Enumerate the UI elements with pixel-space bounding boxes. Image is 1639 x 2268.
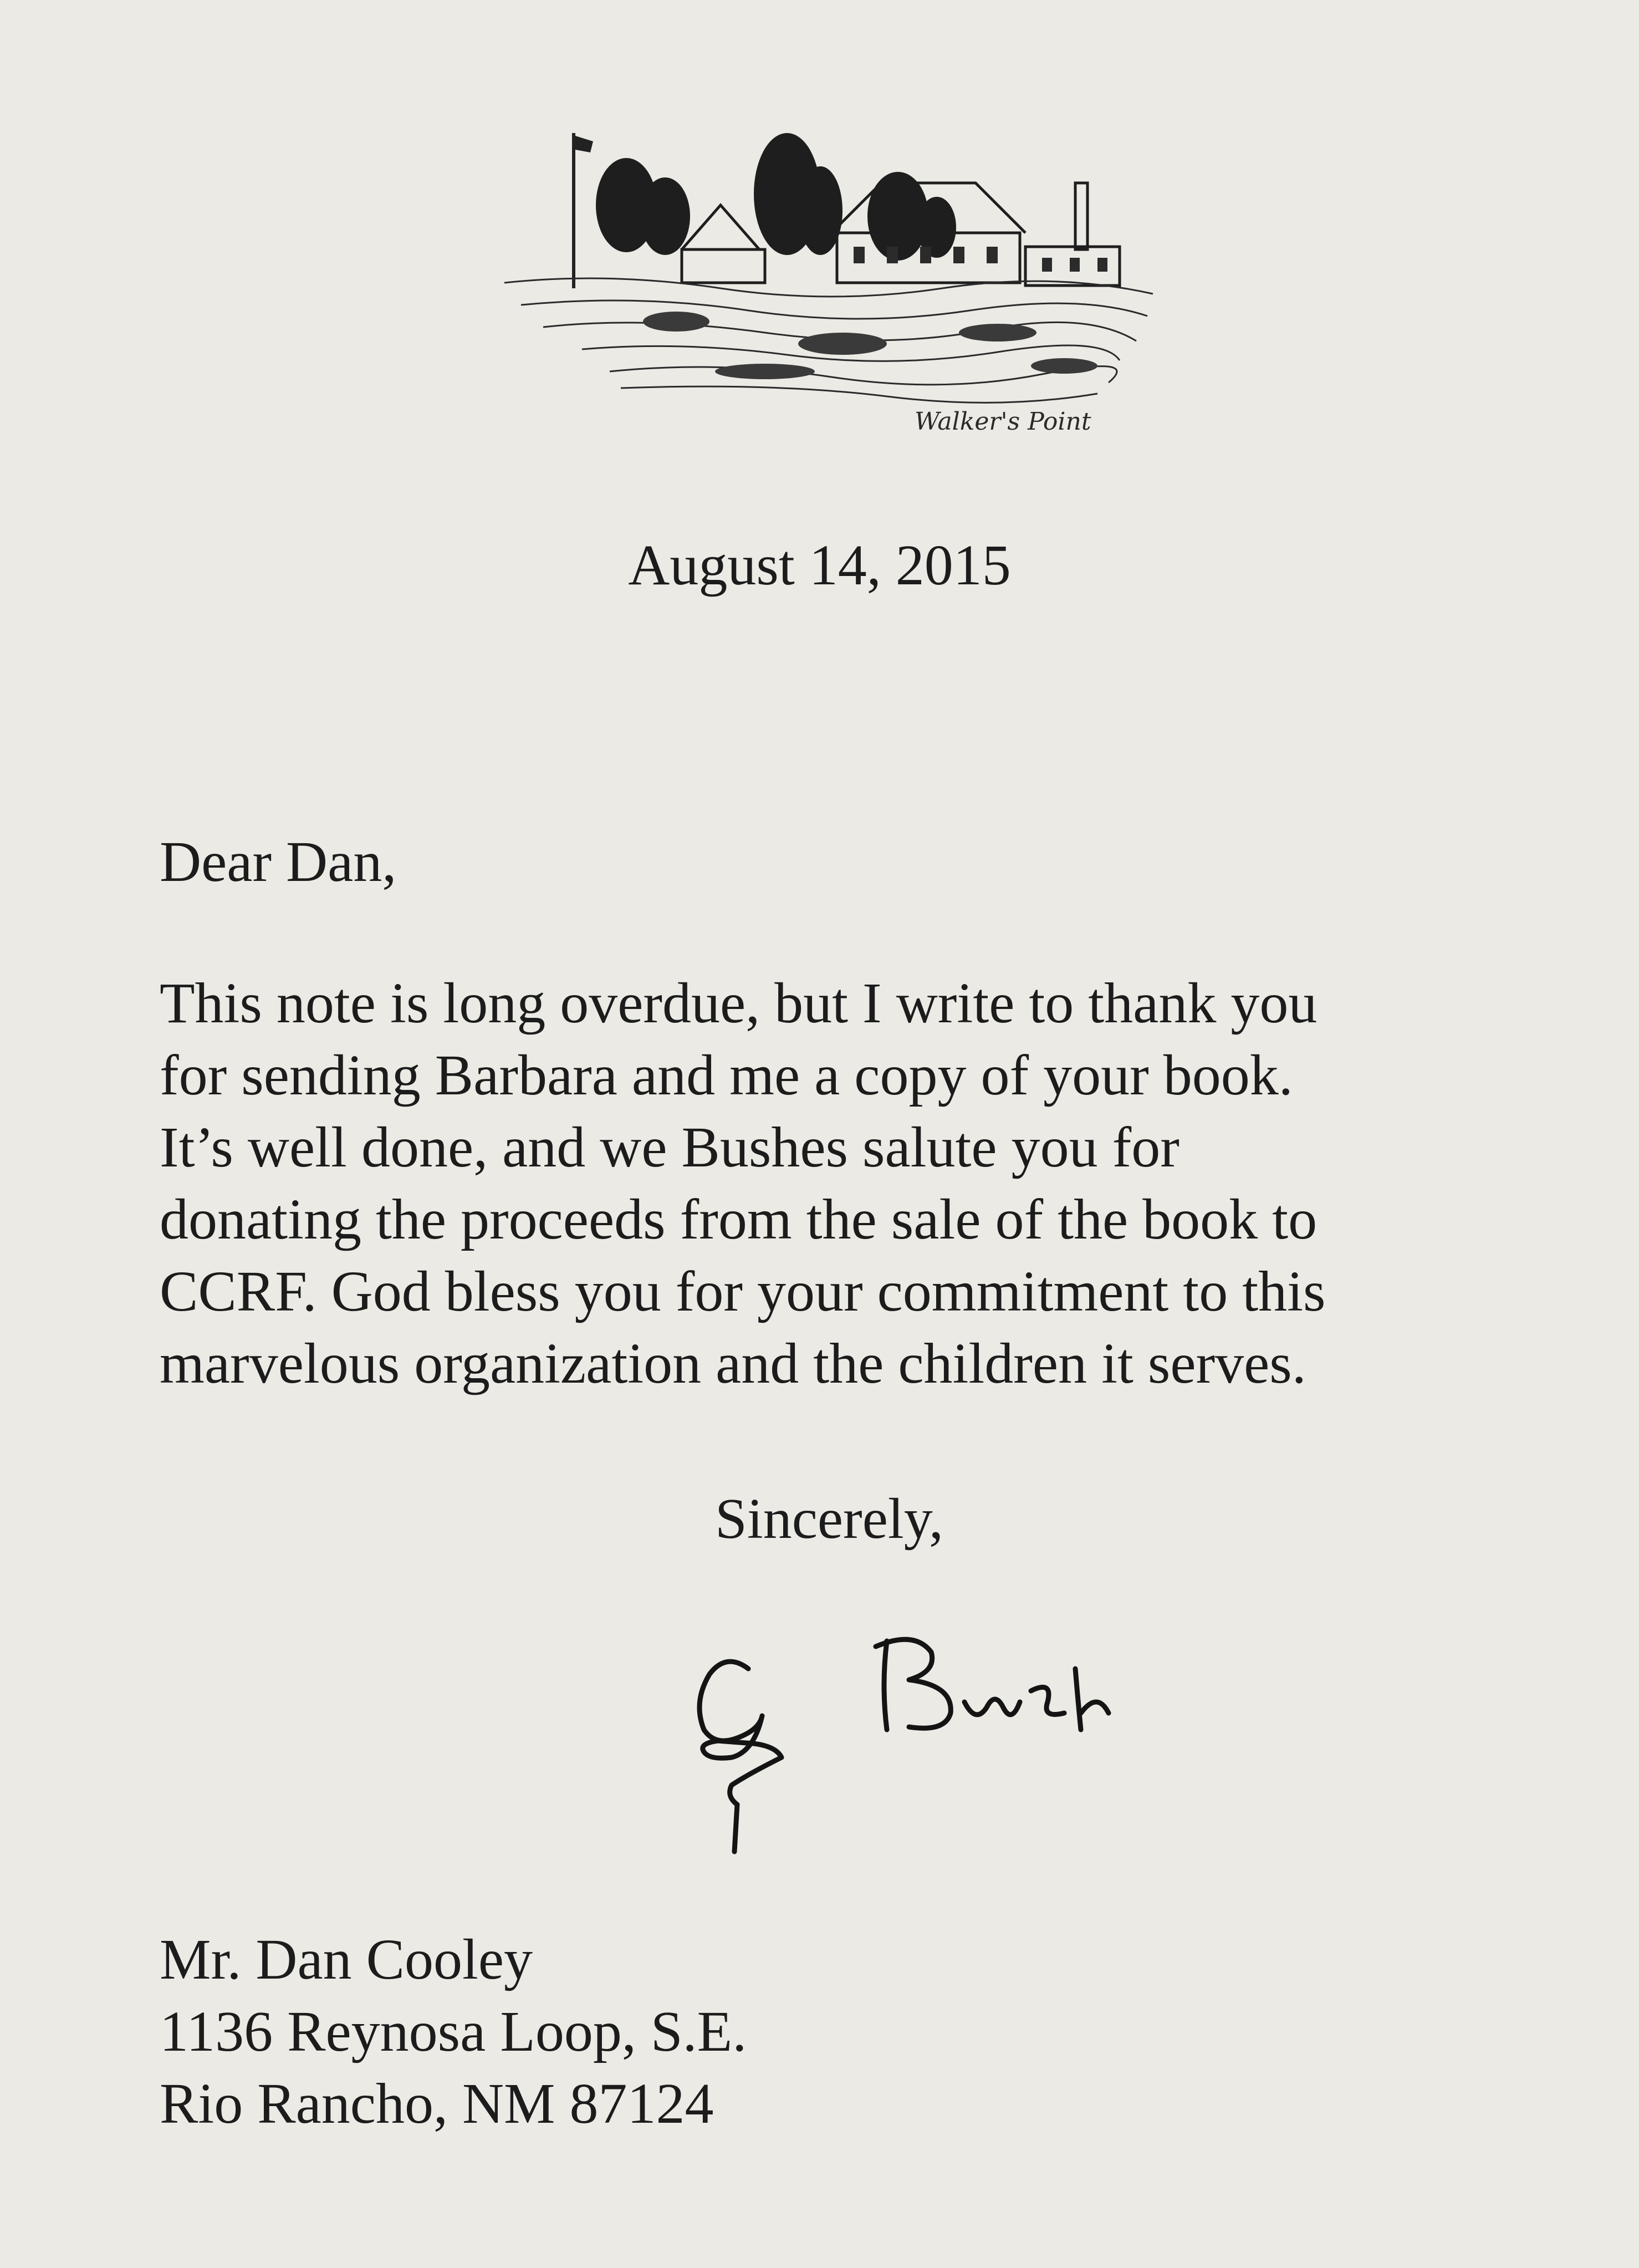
- body-line: It’s well done, and we Bushes salute you for: [160, 1115, 1180, 1179]
- letter-date: August 14, 2015: [628, 533, 1011, 597]
- body-line: donating the proceeds from the sale of the book to: [160, 1187, 1318, 1251]
- address-line: Rio Rancho, NM 87124: [160, 2072, 714, 2136]
- body-line: CCRF. God bless you for your commitment to this: [160, 1260, 1326, 1323]
- body-line: marvelous organization and the children it serves.: [160, 1332, 1306, 1395]
- recipient-address: [160, 1924, 747, 2140]
- signature-icon: [665, 1619, 1153, 1863]
- letterhead-caption: Walker's Point: [915, 407, 1091, 436]
- letterhead-engraving-icon: [499, 122, 1164, 432]
- letter-body: [160, 967, 1501, 1400]
- address-line: Mr. Dan Cooley: [160, 1928, 533, 1991]
- closing: Sincerely,: [715, 1487, 943, 1551]
- salutation: Dear Dan,: [160, 830, 397, 894]
- body-line: This note is long overdue, but I write to thank you: [160, 971, 1318, 1035]
- body-line: for sending Barbara and me a copy of your book.: [160, 1043, 1293, 1107]
- address-line: 1136 Reynosa Loop, S.E.: [160, 2000, 747, 2063]
